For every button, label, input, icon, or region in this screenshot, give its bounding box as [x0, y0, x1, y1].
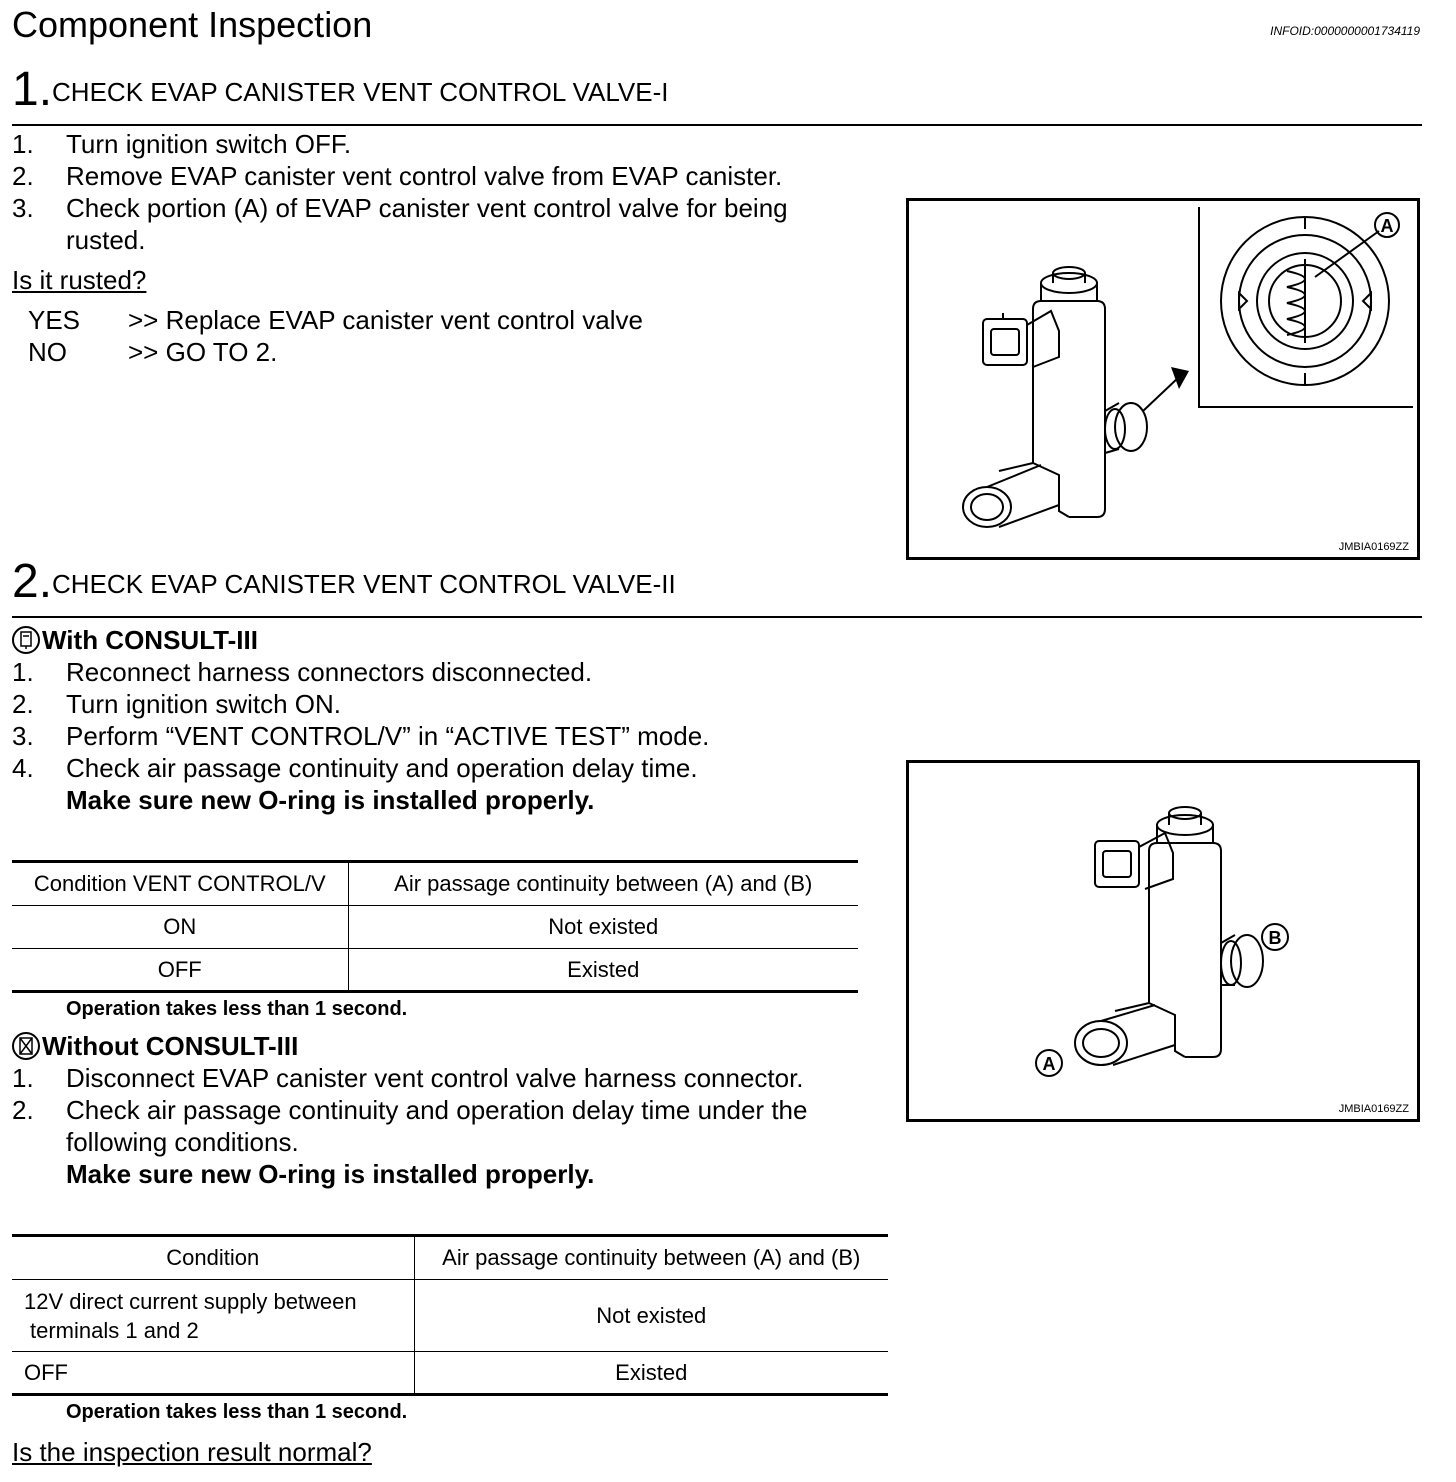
with-note: Operation takes less than 1 second.	[66, 998, 408, 1020]
with-warning: Make sure new O-ring is installed properly.	[66, 785, 595, 815]
label-b: B	[1268, 928, 1282, 948]
valve-illustration	[909, 201, 1417, 557]
step2-heading	[12, 554, 676, 609]
label-a: A	[1042, 1054, 1056, 1074]
without-consult-table	[12, 1234, 888, 1396]
step1-heading-text: CHECK EVAP CANISTER VENT CONTROL VALVE-I	[52, 77, 669, 107]
step1-heading	[12, 62, 668, 117]
with-item-4: 4. Check air passage continuity and operation delay time.	[12, 753, 698, 783]
figure-code: JMBIA0169ZZ	[1338, 541, 1409, 553]
with-consult-table	[12, 860, 858, 993]
valve-ab-illustration	[909, 763, 1417, 1119]
with-item-3: 3. Perform “VENT CONTROL/V” in “ACTIVE TEST” mode.	[12, 721, 710, 751]
step1-question: Is it rusted?	[12, 265, 147, 295]
step1-answer-yes: YES >> Replace EVAP canister vent control valve	[28, 305, 643, 335]
without-item-2-cont: following conditions.	[66, 1127, 299, 1157]
step1-item-1: 1. Turn ignition switch OFF.	[12, 129, 352, 159]
figure-valve-rust-check	[906, 198, 1420, 560]
step1-item-3-cont: rusted.	[66, 225, 146, 255]
step1-item-2: 2. Remove EVAP canister vent control valve from EVAP canister.	[12, 161, 783, 191]
with-item-2: 2. Turn ignition switch ON.	[12, 689, 342, 719]
info-id: INFOID:0000000001734119	[1270, 24, 1420, 38]
without-note: Operation takes less than 1 second.	[66, 1401, 408, 1423]
table-row: OFF Existed	[12, 949, 858, 992]
table-header: Air passage continuity between (A) and (B)	[348, 862, 858, 906]
table-header: Condition	[166, 1245, 260, 1270]
with-item-1: 1. Reconnect harness connectors disconnected.	[12, 657, 593, 687]
step1-answer-no: NO >> GO TO 2.	[28, 337, 278, 367]
without-warning: Make sure new O-ring is installed properly.	[66, 1159, 595, 1189]
figure-code: JMBIA0169ZZ	[1338, 1103, 1409, 1115]
with-consult-heading: With CONSULT-III	[12, 624, 258, 656]
label-a: A	[1380, 216, 1394, 236]
consult-tool-icon	[12, 626, 40, 654]
table-row: ON Not existed	[12, 906, 858, 949]
figure-valve-continuity	[906, 760, 1420, 1122]
page-title: Component Inspection	[12, 4, 373, 45]
table-header: Condition VENT CONTROL/V	[33, 871, 326, 896]
without-item-1: 1. Disconnect EVAP canister vent control valve harness connector.	[12, 1063, 804, 1093]
no-consult-tool-icon	[12, 1032, 40, 1060]
table-header: Air passage continuity between (A) and (B)	[414, 1236, 888, 1280]
step2-heading-text: CHECK EVAP CANISTER VENT CONTROL VALVE-II	[52, 569, 676, 599]
table-row: 12V direct current supply between terminals 1 and 2 Not existed	[12, 1280, 888, 1352]
table-row: OFF Existed	[12, 1352, 888, 1395]
without-consult-heading: Without CONSULT-III	[12, 1030, 298, 1062]
without-item-2: 2. Check air passage continuity and operation delay time under the	[12, 1095, 808, 1125]
step2-rule	[12, 616, 1422, 618]
step1-number: 1.	[12, 63, 53, 116]
step2-question: Is the inspection result normal?	[12, 1437, 372, 1467]
arrow-icon	[1171, 367, 1189, 389]
step2-number: 2.	[12, 555, 53, 608]
step1-rule	[12, 124, 1422, 126]
step1-item-3: 3. Check portion (A) of EVAP canister vent control valve for being	[12, 193, 788, 223]
